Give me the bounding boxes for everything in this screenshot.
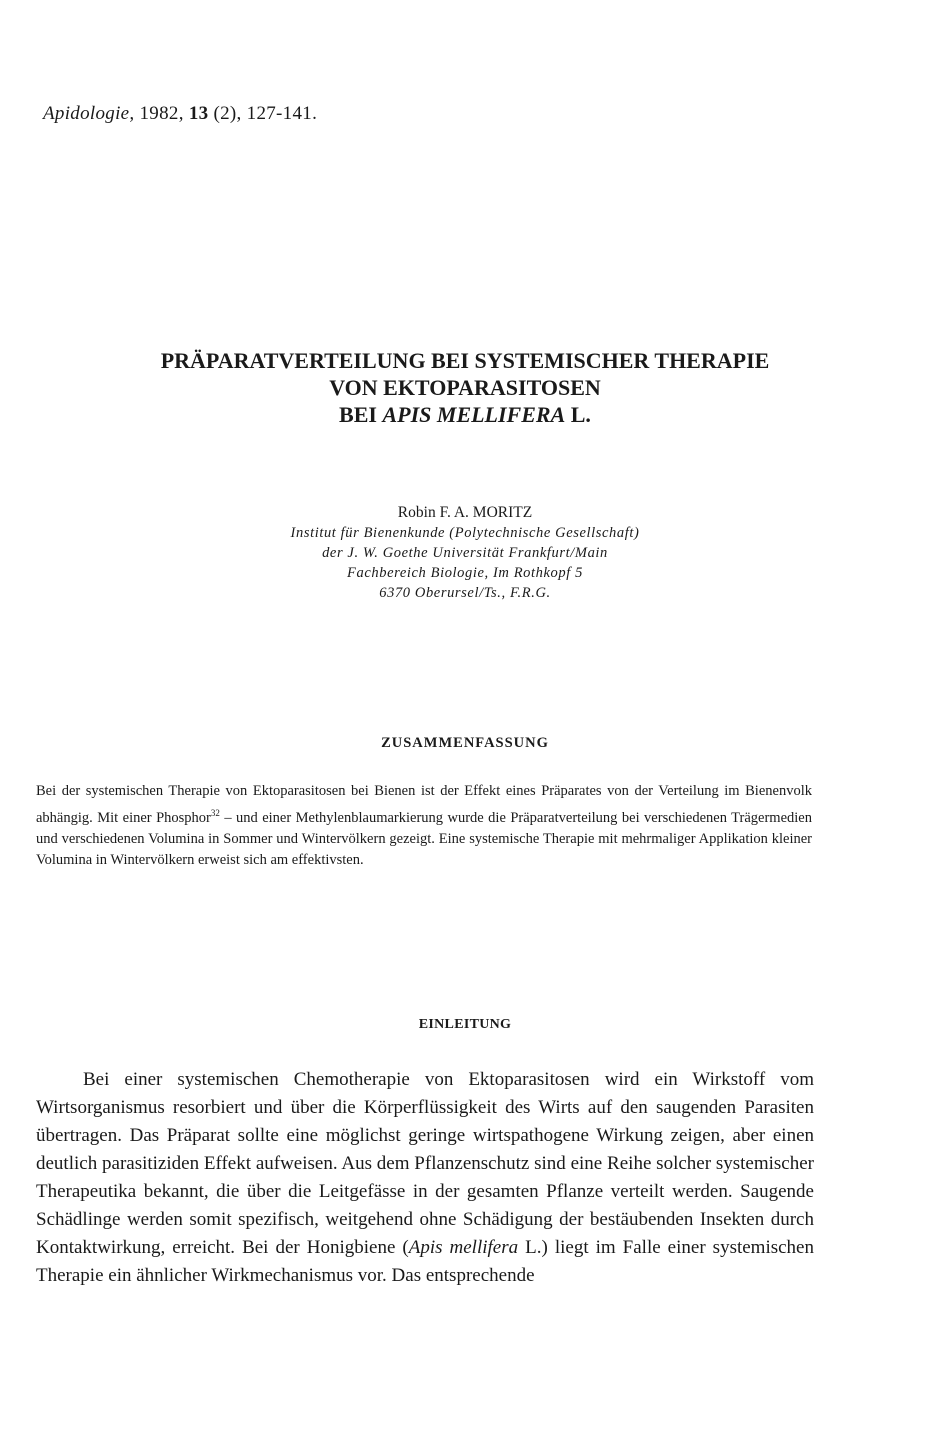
journal-reference [43,103,317,125]
title-species: APIS MELLIFERA [382,402,566,427]
title-line-3-suffix: L. [565,402,591,427]
journal-year: 1982, [139,103,184,124]
author-block [0,503,930,603]
affiliation-line-4: 6370 Oberursel/Ts., F.R.G. [379,585,551,601]
intro-text-part-2: L.) liegt im Falle einer systemischen Therapie ein ähnlicher Wirkmechanismus vor. Das entsprechende [36,1237,814,1286]
author-name: Robin F. A. MORITZ [397,504,533,521]
summary-heading: ZUSAMMENFASSUNG [381,735,549,751]
title-line-3 [0,401,930,428]
intro-species: Apis mellifera [408,1237,519,1258]
title-line-1: PRÄPARATVERTEILUNG BEI SYSTEMISCHER THERAPIE [160,348,770,373]
affiliation-line-3: Fachbereich Biologie, Im Rothkopf 5 [347,565,583,581]
affiliation-line-2: der J. W. Goethe Universität Frankfurt/Main [322,545,608,561]
summary-text-part-1: Bei der systemischen Therapie von Ektoparasitosen bei Bienen ist der Effekt eines Präparates von der Verteilung im Bienenvolk abhängig. Mit einer Phosphor [36,783,812,826]
journal-name: Apidologie, [43,103,135,124]
journal-volume: 13 [188,103,209,124]
summary-text-part-2: – und einer Methylenblaumarkierung wurde die Präparatverteilung bei verschiedenen Trägermedien und verschiedenen Volumina in Sommer und Wintervölkern gezeigt. Eine systemische Therapie mit mehrmaliger Applikation kleiner Volumina in Wintervölkern erweist sich am effektivsten. [36,809,812,869]
journal-pages: 127-141. [246,103,318,124]
introduction-paragraph [36,1066,814,1290]
affiliation-line-1: Institut für Bienenkunde (Polytechnische Gesellschaft) [290,525,640,541]
journal-issue: (2), [213,103,242,124]
title-line-3-prefix: BEI [339,402,383,427]
summary-paragraph [36,781,812,872]
introduction-heading: EINLEITUNG [418,1017,512,1032]
summary-superscript: 32 [210,807,220,818]
intro-text-part-1: Bei einer systemischen Chemotherapie von Ektoparasitosen wird ein Wirkstoff vom Wirtsorganismus resorbiert und über die Körperflüssigkeit des Wirts auf den saugenden Parasiten übertragen. Das Präparat sollte eine möglichst geringe wirtspathogene Wirkung zeigen, aber einen deutlich parasitiziden Effekt aufweisen. Aus dem Pflanzenschutz sind eine Reihe solcher systemischer Therapeutika bekannt, die über die Leitgefässe in der gesamten Pflanze verteilt werden. Saugende Schädlinge werden somit spezifisch, weitgehend ohne Schädigung der bestäubenden Insekten durch Kontaktwirkung, erreicht. Bei der Honigbiene ( [36,1069,814,1258]
article-title [0,347,930,428]
title-line-2: VON EKTOPARASITOSEN [329,375,601,400]
